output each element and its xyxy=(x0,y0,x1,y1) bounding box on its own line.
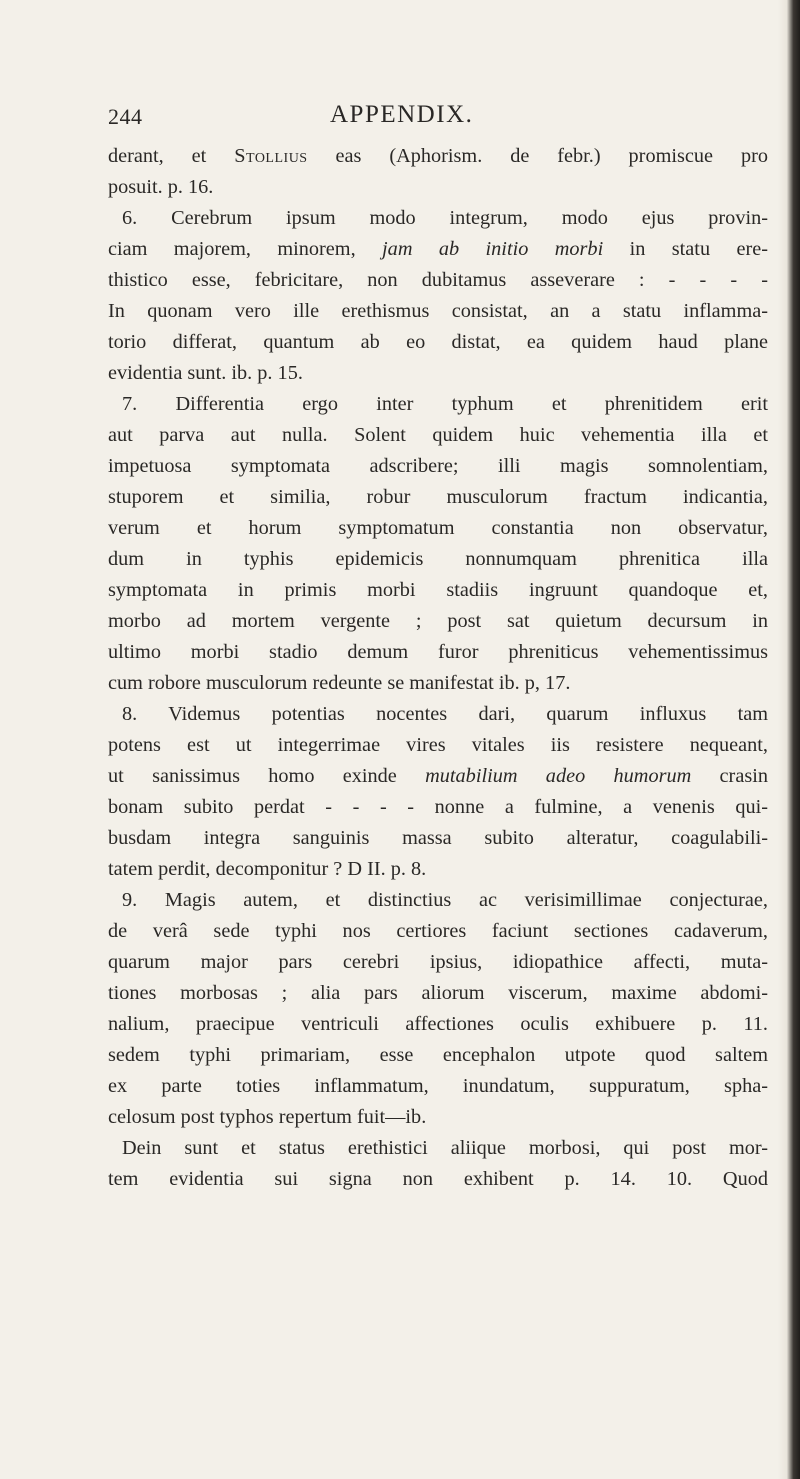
text-line xyxy=(108,761,768,792)
text-segment: torio differat, quantum ab eo distat, ea quidem haud plane xyxy=(108,331,768,353)
text-line xyxy=(108,885,768,916)
text-segment: impetuosa symptomata adscribere; illi magis somnolentiam, xyxy=(108,455,768,477)
text-segment: ultimo morbi stadio demum furor phreniticus vehementissimus xyxy=(108,641,768,663)
text-segment: 8. Videmus potentias nocentes dari, quarum influxus tam xyxy=(122,703,768,725)
text-segment: potens est ut integerrimae vires vitales iis resistere nequeant, xyxy=(108,734,768,756)
text-line xyxy=(108,172,768,203)
text-line xyxy=(108,854,768,885)
text-line xyxy=(108,606,768,637)
text-segment: verum et horum symptomatum constantia non observatur, xyxy=(108,517,768,539)
text-line xyxy=(108,544,768,575)
text-segment: 7. Differentia ergo inter typhum et phrenitidem erit xyxy=(122,393,768,415)
text-line xyxy=(108,1102,768,1133)
text-line xyxy=(108,916,768,947)
page-header xyxy=(100,96,760,136)
text-line xyxy=(108,1040,768,1071)
text-segment: eas (Aphorism. de febr.) promiscue pro xyxy=(307,145,768,167)
text-line xyxy=(108,327,768,358)
italic-text: mutabilium adeo humorum xyxy=(425,765,692,787)
text-line xyxy=(108,203,768,234)
body-text xyxy=(108,141,768,1195)
text-segment: stuporem et similia, robur musculorum fractum indicantia, xyxy=(108,486,768,508)
text-segment: 6. Cerebrum ipsum modo integrum, modo ejus provin- xyxy=(122,207,768,229)
text-segment: aut parva aut nulla. Solent quidem huic vehementia illa et xyxy=(108,424,768,446)
text-segment: quarum major pars cerebri ipsius, idiopathice affecti, muta- xyxy=(108,951,768,973)
text-line xyxy=(108,575,768,606)
text-segment: nalium, praecipue ventriculi affectiones oculis exhibuere p. 11. xyxy=(108,1013,768,1035)
text-line xyxy=(108,1133,768,1164)
text-segment: ciam majorem, minorem, xyxy=(108,238,383,260)
text-line xyxy=(108,513,768,544)
text-segment: tem evidentia sui signa non exhibent p. 14. 10. Quod xyxy=(108,1168,768,1190)
text-segment: busdam integra sanguinis massa subito alteratur, coagulabili- xyxy=(108,827,768,849)
text-line xyxy=(108,1164,768,1195)
text-segment: In quonam vero ille erethismus consistat, an a statu inflamma- xyxy=(108,300,768,322)
text-line xyxy=(108,141,768,172)
text-line xyxy=(108,389,768,420)
text-line xyxy=(108,823,768,854)
text-segment: posuit. p. 16. xyxy=(108,176,214,198)
text-line xyxy=(108,792,768,823)
text-line xyxy=(108,420,768,451)
text-line xyxy=(108,482,768,513)
text-segment: thistico esse, febricitare, non dubitamus asseverare : - - - - xyxy=(108,269,768,291)
italic-text: jam ab initio morbi xyxy=(382,238,604,260)
text-line xyxy=(108,234,768,265)
text-segment: evidentia sunt. ib. p. 15. xyxy=(108,362,303,384)
small-caps-text: Stollius xyxy=(234,145,308,167)
text-segment: Dein sunt et status erethistici aliique morbosi, qui post mor- xyxy=(122,1137,768,1159)
text-segment: in statu ere- xyxy=(603,238,768,260)
text-line xyxy=(108,730,768,761)
text-segment: celosum post typhos repertum fuit—ib. xyxy=(108,1106,427,1128)
text-segment: tatem perdit, decomponitur ? D II. p. 8. xyxy=(108,858,427,880)
text-line xyxy=(108,947,768,978)
text-segment: sedem typhi primariam, esse encephalon utpote quod saltem xyxy=(108,1044,768,1066)
text-segment: morbo ad mortem vergente ; post sat quietum decursum in xyxy=(108,610,768,632)
running-head: APPENDIX. xyxy=(330,101,474,128)
text-line xyxy=(108,1009,768,1040)
text-segment: tiones morbosas ; alia pars aliorum viscerum, maxime abdomi- xyxy=(108,982,768,1004)
text-line xyxy=(108,668,768,699)
text-line xyxy=(108,296,768,327)
text-line xyxy=(108,358,768,389)
text-line xyxy=(108,978,768,1009)
text-line xyxy=(108,637,768,668)
text-segment: crasin xyxy=(691,765,768,787)
text-line xyxy=(108,451,768,482)
page-number: 244 xyxy=(108,104,143,129)
text-segment: 9. Magis autem, et distinctius ac verisimillimae conjecturae, xyxy=(122,889,768,911)
text-line xyxy=(108,1071,768,1102)
text-segment: bonam subito perdat - - - - nonne a fulmine, a venenis qui- xyxy=(108,796,768,818)
text-segment: dum in typhis epidemicis nonnumquam phrenitica illa xyxy=(108,548,768,570)
text-segment: cum robore musculorum redeunte se manifestat ib. p, 17. xyxy=(108,672,571,694)
text-line xyxy=(108,265,768,296)
text-segment: de verâ sede typhi nos certiores faciunt sectiones cadaverum, xyxy=(108,920,768,942)
text-segment: derant, et xyxy=(108,145,235,167)
text-segment: ex parte toties inflammatum, inundatum, suppuratum, spha- xyxy=(108,1075,768,1097)
page-edge-shadow xyxy=(778,0,800,1479)
text-line xyxy=(108,699,768,730)
text-segment: ut sanissimus homo exinde xyxy=(108,765,426,787)
text-segment: symptomata in primis morbi stadiis ingruunt quandoque et, xyxy=(108,579,768,601)
